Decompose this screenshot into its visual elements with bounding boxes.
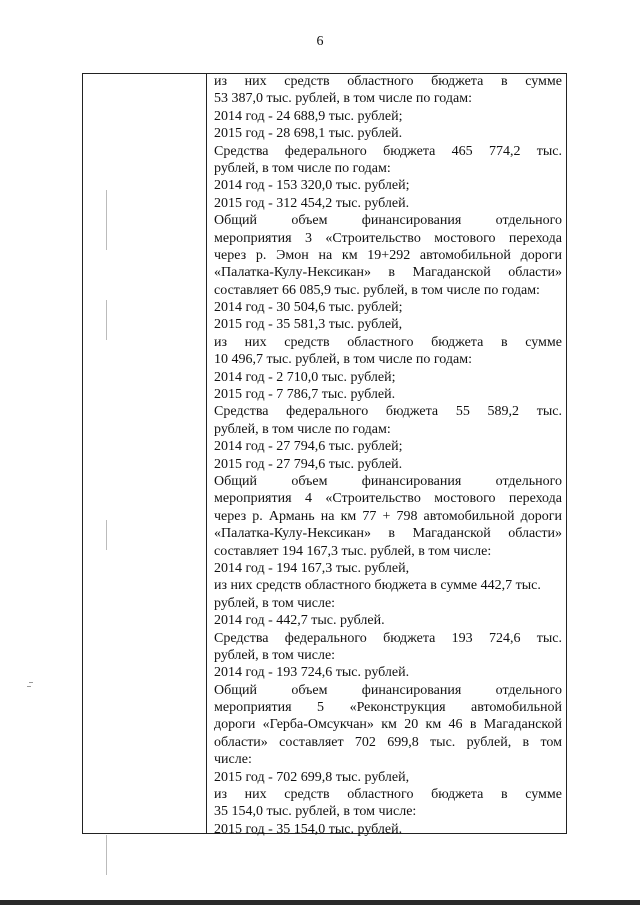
text-line: 2014 год - 30 504,6 тыс. рублей;: [214, 300, 403, 316]
text-line: «Палатка-Кулу-Нексикан» в Магаданской области»: [214, 265, 562, 281]
text-line: числе:: [214, 752, 252, 768]
text-line: мероприятия 3 «Строительство мостового перехода: [214, 230, 562, 246]
text-line: 2014 год - 24 688,9 тыс. рублей;: [214, 108, 403, 124]
text-line: Общий объем финансирования отдельного: [214, 213, 562, 229]
text-line: 2015 год - 702 699,8 тыс. рублей,: [214, 769, 410, 785]
text-line: 2015 год - 35 154,0 тыс. рублей.: [214, 821, 403, 837]
text-line: 2014 год - 442,7 тыс. рублей.: [214, 613, 385, 629]
text-line: 2015 год - 28 698,1 тыс. рублей.: [214, 126, 403, 142]
margin-scan-mark: [29, 682, 33, 683]
text-line: Средства федерального бюджета 55 589,2 тыс.: [214, 404, 562, 420]
text-line: области» составляет 702 699,8 тыс. рублей, в том: [214, 734, 562, 750]
text-line: 2014 год - 27 794,6 тыс. рублей;: [214, 439, 403, 455]
text-line: мероприятия 5 «Реконструкция автомобильной: [214, 700, 562, 716]
text-line: 35 154,0 тыс. рублей, в том числе:: [214, 804, 417, 820]
text-line: 53 387,0 тыс. рублей, в том числе по годам:: [214, 91, 472, 107]
text-line: Средства федерального бюджета 193 724,6 тыс.: [214, 630, 562, 646]
text-line: 2015 год - 27 794,6 тыс. рублей.: [214, 456, 403, 472]
text-line: через р. Эмон на км 19+292 автомобильной дороги: [214, 247, 562, 263]
text-line: через р. Армань на км 77 + 798 автомобильной дороги: [214, 508, 562, 524]
text-line: 2015 год - 35 581,3 тыс. рублей,: [214, 317, 403, 333]
text-line: Общий объем финансирования отдельного: [214, 682, 562, 698]
text-line: «Палатка-Кулу-Нексикан» в Магаданской области»: [214, 526, 562, 542]
margin-scan-artifact: [106, 835, 107, 875]
text-line: рублей, в том числе:: [214, 647, 336, 663]
text-line: 2014 год - 194 167,3 тыс. рублей,: [214, 560, 410, 576]
text-line: 2014 год - 2 710,0 тыс. рублей;: [214, 369, 396, 385]
text-line: 2014 год - 153 320,0 тыс. рублей;: [214, 178, 410, 194]
text-line: дороги «Герба-Омсукчан» км 20 км 46 в Магаданской: [214, 717, 562, 733]
text-line: рублей, в том числе по годам:: [214, 160, 391, 176]
page-number: 6: [316, 34, 324, 49]
text-line: из них средств областного бюджета в сумме: [214, 334, 562, 350]
text-line: составляет 194 167,3 тыс. рублей, в том числе:: [214, 543, 492, 559]
text-line: рублей, в том числе по годам:: [214, 421, 391, 437]
scan-bottom-edge: [0, 900, 640, 905]
text-line: 10 496,7 тыс. рублей, в том числе по годам:: [214, 352, 472, 368]
margin-scan-artifact: [106, 300, 107, 340]
text-line: Средства федерального бюджета 465 774,2 тыс.: [214, 143, 562, 159]
text-line: рублей, в том числе:: [214, 595, 336, 611]
margin-scan-artifact: [106, 520, 107, 550]
text-line: Общий объем финансирования отдельного: [214, 473, 562, 489]
margin-scan-mark: [27, 686, 31, 687]
text-line: 2015 год - 312 454,2 тыс. рублей.: [214, 195, 410, 211]
text-line: 2015 год - 7 786,7 тыс. рублей.: [214, 387, 396, 403]
text-line: из них средств областного бюджета в сумме: [214, 787, 562, 803]
text-line: мероприятия 4 «Строительство мостового перехода: [214, 491, 562, 507]
text-line: 2014 год - 193 724,6 тыс. рублей.: [214, 665, 410, 681]
text-line: из них средств областного бюджета в сумме 442,7 тыс.: [214, 578, 541, 594]
text-line: из них средств областного бюджета в сумме: [214, 74, 562, 89]
text-line: составляет 66 085,9 тыс. рублей, в том числе по годам:: [214, 282, 540, 298]
margin-scan-artifact: [106, 190, 107, 250]
column-divider: [206, 73, 207, 834]
financing-description-cell: [214, 73, 562, 838]
